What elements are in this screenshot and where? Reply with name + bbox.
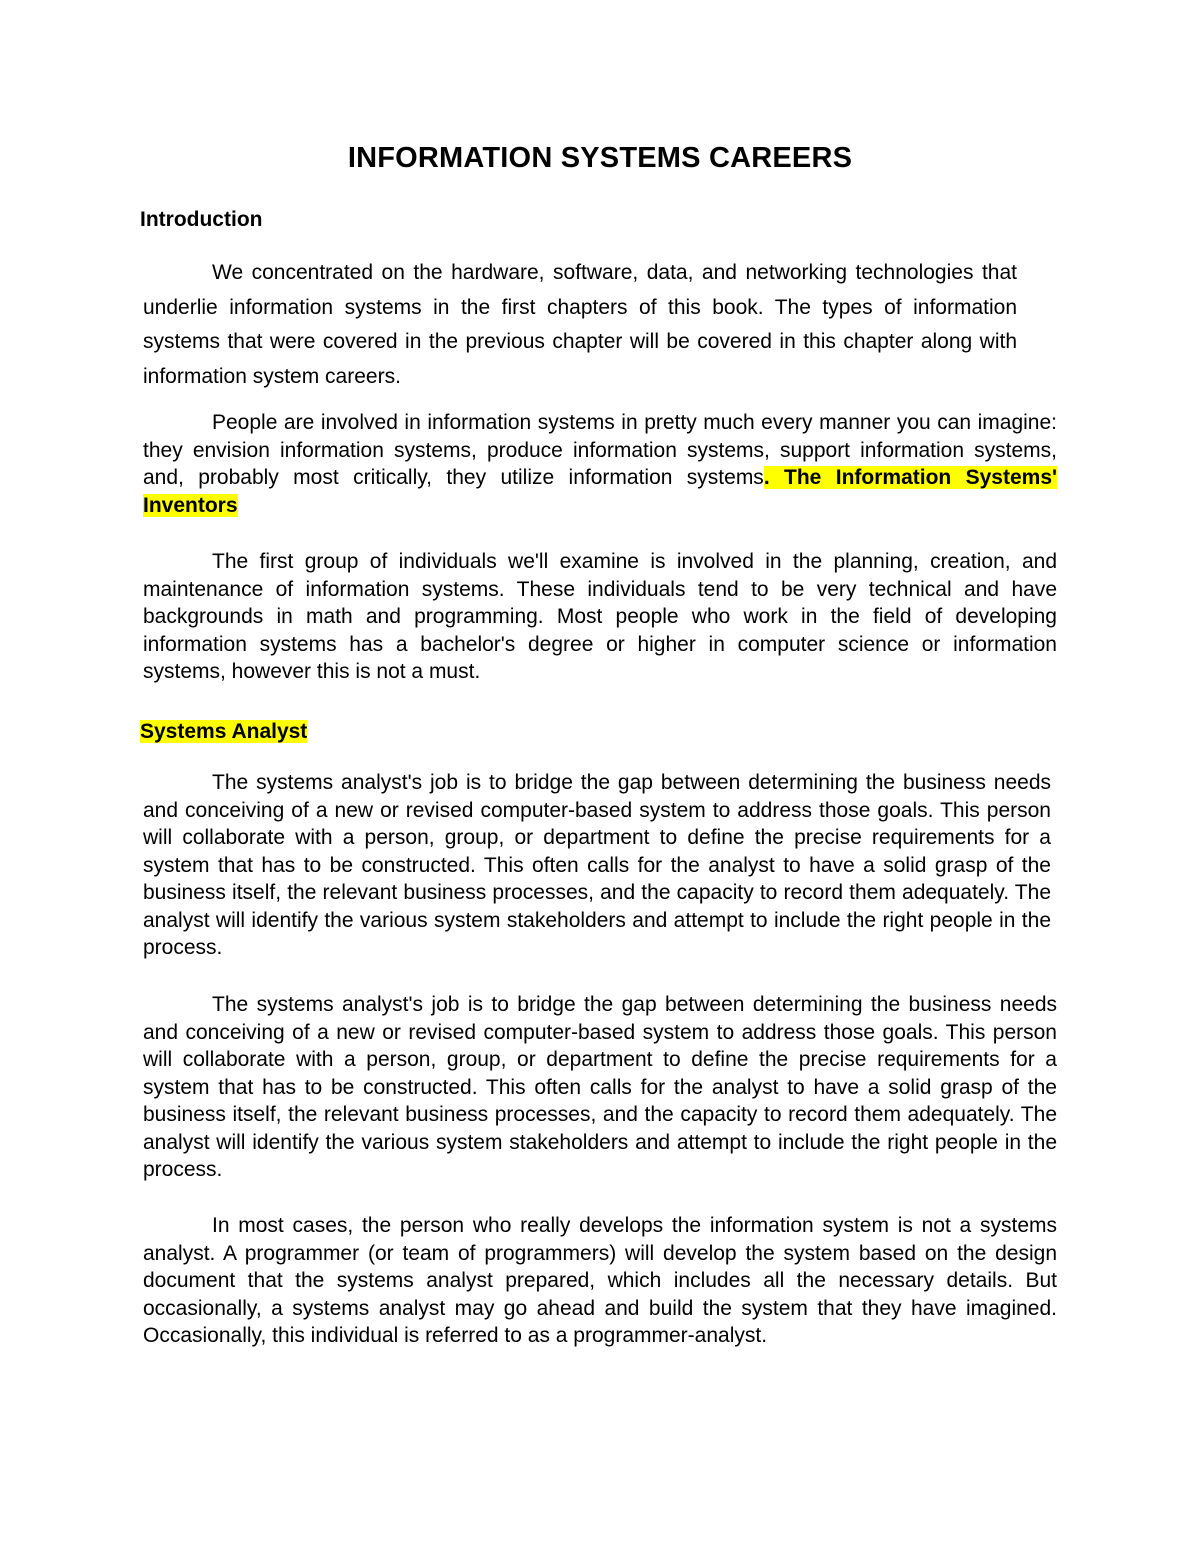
systems-analyst-heading-wrap (140, 719, 307, 745)
document-title: INFORMATION SYSTEMS CAREERS (347, 142, 853, 174)
inventors-heading: . The Information Systems' Inventors (143, 466, 1057, 517)
paragraph-analyst-2: The systems analyst's job is to bridge the gap between determining the business needs and conceiving of a new or revised computer-based system to address those goals. This person will collaborate with a person, group, or department to define the precise requirements for a system that has to be constructed. This often calls for the analyst to have a solid grasp of the business itself, the relevant business processes, and the capacity to record them adequately. The analyst will identify the various system stakeholders and attempt to include the right people in the process. (143, 993, 1057, 1181)
paragraph-analyst-3: In most cases, the person who really develops the information system is not a systems analyst. A programmer (or team of programmers) will develop the system based on the design document that the systems analyst prepared, which includes all the necessary details. But occasionally, a systems analyst may go ahead and build the system that they have imagined. Occasionally, this individual is referred to as a programmer-analyst. (143, 1214, 1057, 1347)
paragraph-intro-2-text: People are involved in information systems in pretty much every manner you can imagine: they envision information systems, produce information systems, support information systems, and, probably most critically, they utilize information systems (143, 411, 1057, 489)
introduction-heading: Introduction (140, 208, 263, 231)
paragraph-inventors-1: The first group of individuals we'll examine is involved in the planning, creation, and maintenance of information systems. These individuals tend to be very technical and have backgrounds in math and programming. Most people who work in the field of developing information systems has a bachelor's degree or higher in computer science or information systems, however this is not a must. (143, 550, 1057, 683)
systems-analyst-heading: Systems Analyst (140, 720, 308, 743)
paragraph-intro-1: We concentrated on the hardware, software, data, and networking technologies that underlie information systems in the first chapters of this book. The types of information systems that were covered in the previous chapter will be covered in this chapter along with information system careers. (143, 261, 1017, 388)
paragraph-intro-2 (143, 409, 1057, 519)
paragraph-analyst-1: The systems analyst's job is to bridge the gap between determining the business needs and conceiving of a new or revised computer-based system to address those goals. This person will collaborate with a person, group, or department to define the precise requirements for a system that has to be constructed. This often calls for the analyst to have a solid grasp of the business itself, the relevant business processes, and the capacity to record them adequately. The analyst will identify the various system stakeholders and attempt to include the right people in the process. (143, 771, 1051, 959)
